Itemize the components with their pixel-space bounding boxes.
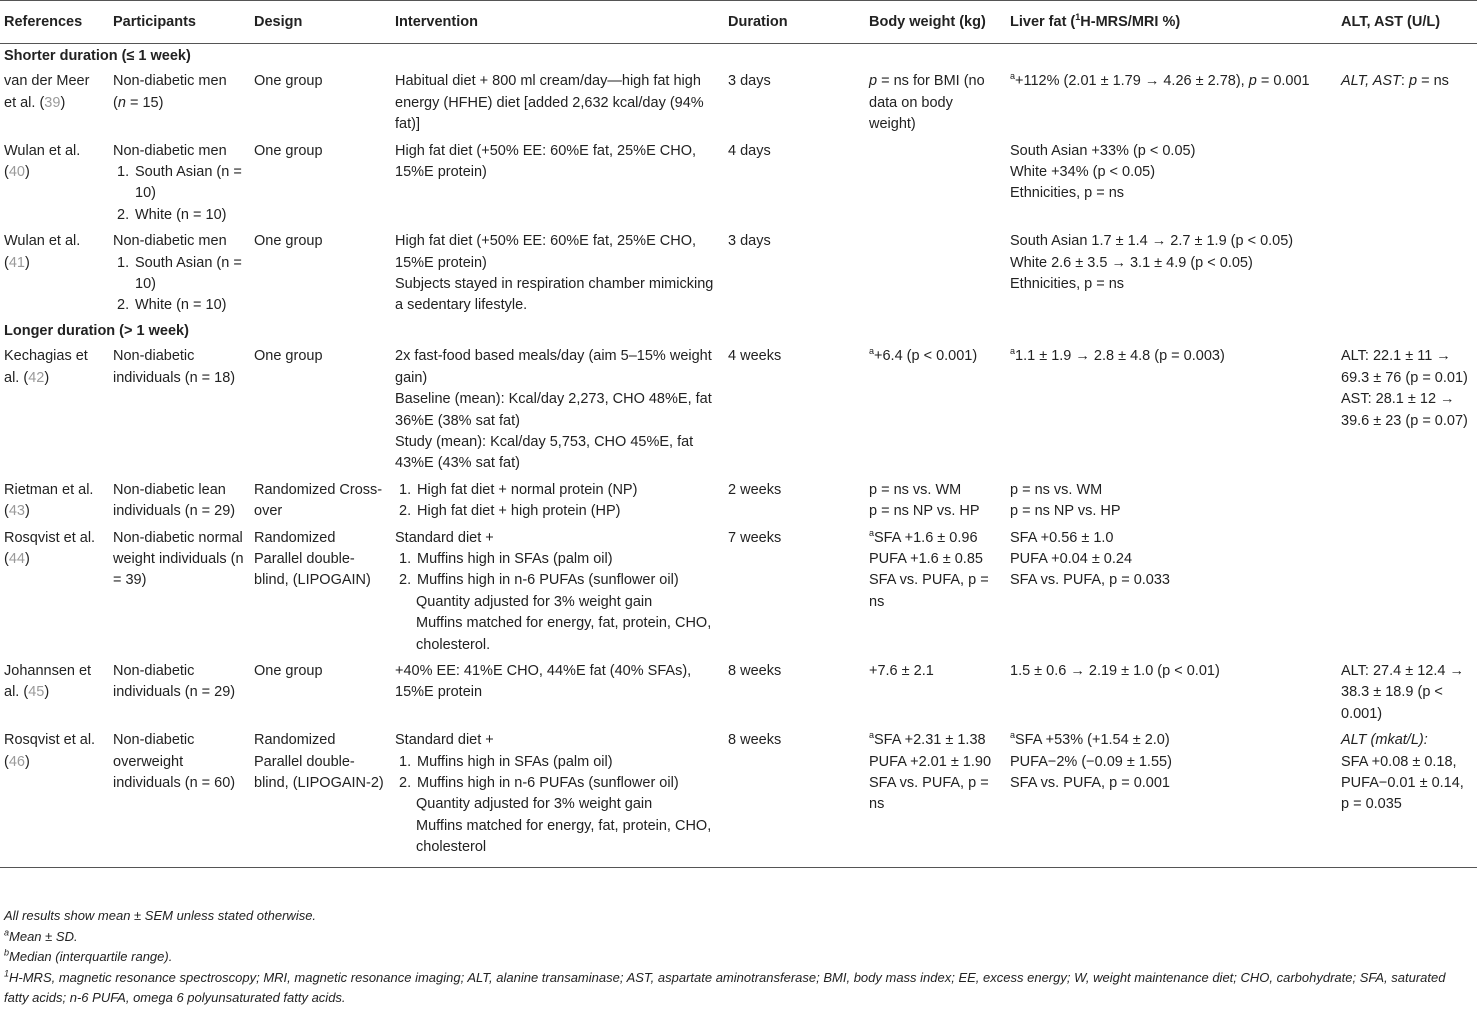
list-item: 1. High fat diet + normal protein (NP) [399,481,638,498]
cell-body-weight: $^a$+6.4 (p < 0.001) [869,346,978,365]
cell-liver-fat: South Asian +33% (p < 0.05) White +34% (p < 0.05) Ethnicities, p = ns [1010,142,1196,202]
table-row [0,343,1477,476]
col-participants: Participants [109,1,250,44]
cell-intervention [391,477,724,525]
cell-reference: Wulan et al. (41) [4,233,81,271]
cell-duration: 8 weeks [728,662,782,679]
cell-intervention: High fat diet (+50% EE: 60%E fat, 25%E CHO, 15%E protein) [395,142,697,181]
table-row [0,138,1477,229]
table-footnotes [4,906,1469,1009]
cell-participants: Non-diabetic men 1. South Asian (n = 10) 2. White (n = 10) [109,138,250,229]
col-body-weight: Body weight (kg) [865,1,1006,44]
section-row-long [0,319,1477,343]
intervention-list [395,480,720,523]
cell-participants: Non-diabetic individuals (n = 18) [113,348,236,386]
cell-alt-ast [1337,477,1477,525]
cell-design: One group [254,348,323,365]
cell-reference: Rietman et al. (43) [4,481,94,520]
cell-design: Randomized Cross-over [254,481,383,520]
cell-body-weight: +7.6 ± 2.1 [869,662,934,679]
reference-link[interactable]: 41 [8,254,25,271]
table-row [0,525,1477,658]
reference-link[interactable]: 40 [8,164,25,181]
col-duration: Duration [724,1,865,44]
footnote: $^b$Median (interquartile range). [4,947,173,964]
cell-participants: Non-diabetic overweight individuals (n = 60) [109,727,250,867]
list-item: 1. Muffins high in SFAs (palm oil) [399,753,613,770]
cell-reference: Rosqvist et al. (46) [0,727,109,867]
col-intervention: Intervention [391,1,724,44]
reference-link[interactable]: 42 [28,369,45,386]
cell-alt-ast [1337,138,1477,229]
cell-duration: 4 weeks [728,348,782,365]
cell-duration: 4 days [728,142,771,159]
cell-liver-fat: South Asian 1.7 ± 1.4 → 2.7 ± 1.9 (p < 0.05) White 2.6 ± 3.5 → 3.1 ± 4.9 (p < 0.05) Ethnicities, p = ns [1010,233,1294,293]
cell-alt-ast: ALT: 22.1 ± 11 → 69.3 ± 76 (p = 0.01) AST: 28.1 ± 12 → 39.6 ± 23 (p = 0.07) [1341,348,1468,429]
col-liver-fat: Liver fat ($^1$H-MRS/MRI %) [1006,1,1337,44]
cell-liver-fat: $^a$SFA +53% (+1.54 ± 2.0) PUFA−2% (−0.09 ± 1.55) SFA vs. PUFA, p = 0.001 [1006,727,1337,867]
cell-participants: Non-diabetic normal weight individuals (n = 39) [113,529,244,589]
reference-link[interactable]: 39 [44,94,61,111]
intervention-list [395,549,720,592]
cell-participants: Non-diabetic individuals (n = 29) [113,662,236,701]
cell-reference: Kechagias et al. (42) [4,348,88,386]
section-label: Shorter duration (≤ 1 week) [4,48,191,64]
cell-intervention: High fat diet (+50% EE: 60%E fat, 25%E CHO, 15%E protein) Subjects stayed in respiration chamber mimicking a sedentary lifestyle. [395,233,714,314]
cell-intervention: +40% EE: 41%E CHO, 44%E fat (40% SFAs), 15%E protein [395,662,692,701]
cell-body-weight: p = ns vs. WM p = ns NP vs. HP [869,481,980,520]
cell-body-weight: $^a$SFA +1.6 ± 0.96 PUFA +1.6 ± 0.85 SFA vs. PUFA, p = ns [869,527,989,610]
cell-participants: Non-diabetic men (n = 15) [113,73,227,111]
col-design: Design [250,1,391,44]
cell-liver-fat: $^a$+112% (2.01 ± 1.79 → 4.26 ± 2.78), p = 0.001 [1010,71,1310,90]
table-row [0,68,1477,137]
cell-intervention: 2x fast-food based meals/day (aim 5–15% weight gain) Baseline (mean): Kcal/day 2,273, CHO 48%E, fat 36%E (38% sat fat) Study (mean): Kcal/day 5,753, CHO 45%E, fat 43%E (43% sat fat) [395,348,712,472]
cell-reference: Johannsen et al. (45) [4,662,92,701]
cell-liver-fat: $^a$1.1 ± 1.9 → 2.8 ± 4.8 (p = 0.003) [1010,346,1225,365]
reference-link[interactable]: 46 [8,753,25,770]
cell-design: One group [254,662,323,679]
cell-design: Randomized Parallel double-blind, (LIPOGAIN) [254,529,371,589]
cell-liver-fat: 1.5 ± 0.6 → 2.19 ± 1.0 (p < 0.01) [1010,662,1220,679]
table-row [0,228,1477,319]
cell-participants: Non-diabetic lean individuals (n = 29) [113,481,236,520]
section-row-short [0,44,1477,69]
list-item: 2. White (n = 10) [117,206,227,223]
table-row [0,727,1477,867]
cell-design: Randomized Parallel double-blind, (LIPOGAIN-2) [250,727,391,867]
list-item: 2. White (n = 10) [117,297,227,314]
cell-alt-ast: ALT (mkat/L): SFA +0.08 ± 0.18, PUFA−0.01 ± 0.14, p = 0.035 [1337,727,1477,867]
header-row [0,1,1477,44]
footnote: $^1$H-MRS, magnetic resonance spectroscopy; MRI, magnetic resonance imaging; ALT, alanine transaminase; AST, aspartate aminotransferase; BMI, body mass index; EE, excess energy; W, weight maintenance diet; CHO, carbohydrate; SFA, saturated fatty acids; n-6 PUFA, omega 6 polyunsaturated fatty acids. [4,968,1446,1005]
cell-duration: 2 weeks [728,481,782,498]
cell-participants: Non-diabetic men 1. South Asian (n = 10) 2. White (n = 10) [109,228,250,319]
list-item: 2. High fat diet + high protein (HP) [399,503,621,520]
col-references: References [0,1,109,44]
cell-design: One group [254,142,323,159]
cell-intervention: Habitual diet + 800 ml cream/day—high fat high energy (HFHE) diet [added 2,632 kcal/day (94% fat)] [395,73,704,133]
list-item: 2. Muffins high in n-6 PUFAs (sunflower oil) [399,775,679,791]
reference-link[interactable]: 45 [28,684,45,701]
cell-body-weight [865,228,1006,319]
cell-intervention: Standard diet + 1. Muffins high in SFAs (palm oil) 2. Muffins high in n-6 PUFAs (sunflower oil) Quantity adjusted for 3% weight gain Muffins matched for energy, fat, protein, CHO, cholesterol [391,727,724,867]
list-item: 1. South Asian (n = 10) [117,164,242,202]
participant-list [113,253,246,317]
cell-reference: van der Meer et al. (39) [4,73,90,111]
cell-body-weight: $^a$SFA +2.31 ± 1.38 PUFA +2.01 ± 1.90 SFA vs. PUFA, p = ns [865,727,1006,867]
table-row [0,658,1477,727]
cell-duration: 8 weeks [724,727,865,867]
cell-design: One group [254,233,323,250]
cell-body-weight [865,138,1006,229]
footnote: All results show mean ± SEM unless stated otherwise. [4,908,317,923]
intervention-list [395,752,720,795]
cell-body-weight: p = ns for BMI (no data on body weight) [869,73,985,133]
reference-link[interactable]: 43 [8,503,25,520]
footnote: $^a$Mean ± SD. [4,927,78,944]
list-item: 1. South Asian (n = 10) [117,254,242,293]
cell-design: One group [254,73,323,90]
cell-liver-fat: p = ns vs. WM p = ns NP vs. HP [1010,481,1121,520]
cell-alt-ast [1337,228,1477,319]
list-item: 2. Muffins high in n-6 PUFAs (sunflower oil) [399,572,679,589]
cell-duration: 3 days [728,73,771,90]
cell-liver-fat: SFA +0.56 ± 1.0 PUFA +0.04 ± 0.24 SFA vs. PUFA, p = 0.033 [1010,529,1170,589]
col-alt-ast: ALT, AST (U/L) [1337,1,1477,44]
table-row [0,477,1477,525]
cell-reference: Wulan et al. (40) [4,142,81,181]
cell-reference: Rosqvist et al. (44) [4,529,96,567]
cell-alt-ast: ALT, AST: p = ns [1341,73,1449,90]
cell-intervention: Standard diet + 1. Muffins high in SFAs (palm oil) 2. Muffins high in n-6 PUFAs (sunflower oil) Quantity adjusted for 3% weight gain Muffins matched for energy, fat, protein, CHO, cholesterol. [391,525,724,658]
section-label: Longer duration (> 1 week) [4,322,189,339]
list-item: 1. Muffins high in SFAs (palm oil) [399,550,613,567]
reference-link[interactable]: 44 [8,550,25,567]
participant-list [113,162,246,226]
cell-duration: 7 weeks [728,529,782,546]
cell-alt-ast: ALT: 27.4 ± 12.4 → 38.3 ± 18.9 (p < 0.001) [1341,662,1464,722]
cell-alt-ast [1337,525,1477,658]
cell-duration: 3 days [728,233,771,250]
